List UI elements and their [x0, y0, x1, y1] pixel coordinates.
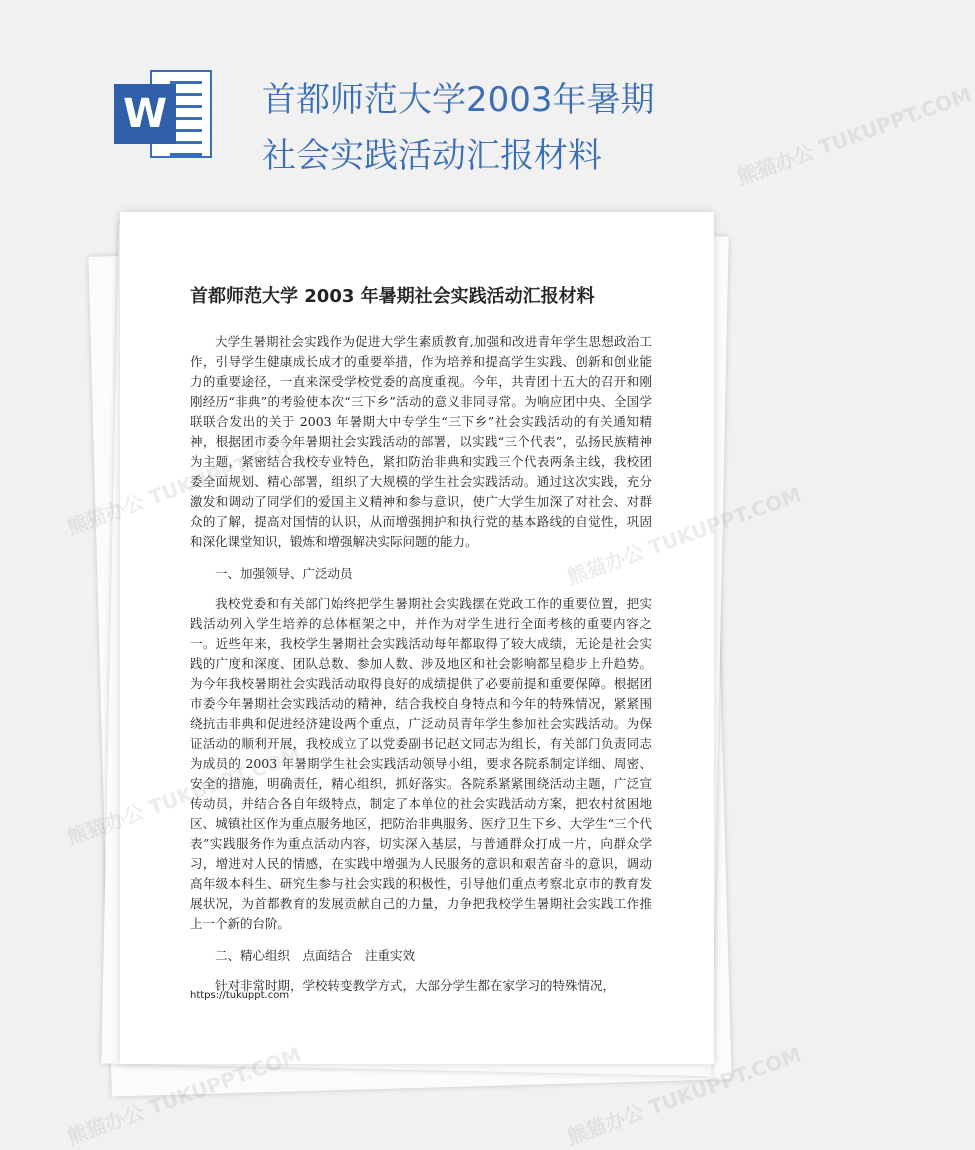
word-badge: W — [114, 84, 176, 144]
document-page — [120, 212, 714, 1064]
word-document-icon — [112, 66, 216, 162]
section-heading-2: 二、精心组织 点面结合 注重实效 — [215, 948, 416, 963]
watermark: 熊猫办公 TUKUPPT.COM — [733, 82, 975, 190]
paragraph-intro: 大学生暑期社会实践作为促进大学生素质教育,加强和改进青年学生思想政治工作，引导学生健康成长成才的重要举措，作为培养和提高学生实践、创新和创业能力的重要途径，一直来深受学校党委的高度重视。今年，共青团十五大的召开和刚刚经历“非典”的考验使本次“三下乡”活动的意义非同寻常。为响应团中央、全国学联联合发出的关于 2003 年暑期大中专学生“三下乡”社会实践活动的有关通知精神，根据团市委今年暑期社会实践活动的部署，以实践“三个代表”，弘扬民族精神为主题，紧密结合我校专业特色，紧扣防治非典和实践三个代表两条主线，我校团委全面规划、精心部署，组织了大规模的学生社会实践活动。通过这次实践，充分激发和调动了同学们的爱国主义精神和参与意识，使广大学生加深了对社会、对群众的了解，提高对国情的认识，从而增强拥护和执行党的基本路线的自觉性，巩固和深化课堂知识，锻炼和增强解决实际问题的能力。 — [190, 334, 652, 549]
source-url: https://tukuppt.com — [190, 990, 290, 1001]
section-heading-1: 一、加强领导、广泛动员 — [215, 566, 353, 581]
page-title — [262, 72, 782, 184]
page-title-line1: 首都师范大学2003年暑期 — [262, 80, 655, 120]
watermark: TUKUPPT.COM — [645, 482, 805, 560]
document-title: 首都师范大学 2003 年暑期社会实践活动汇报材料 — [190, 286, 595, 307]
watermark: 熊猫办公 TUKUPPT.COM — [563, 1042, 805, 1150]
paragraph-section-1: 我校党委和有关部门始终把学生暑期社会实践摆在党政工作的重要位置，把实践活动列入学生培养的总体框架之中，并作为对学生进行全面考核的重要内容之一。近些年来，我校学生暑期社会实践活动每年都取得了较大成绩，无论是社会实践的广度和深度、团队总数、参加人数、涉及地区和社会影响都呈稳步上升趋势。为今年我校暑期社会实践活动取得良好的成绩提供了必要前提和重要保障。根据团市委今年暑期社会实践活动的精神，结合我校自身特点和今年的特殊情况，紧紧围绕抗击非典和促进经济建设两个重点，广泛动员青年学生参加社会实践活动。为保证活动的顺利开展，我校成立了以党委副书记赵文同志为组长，有关部门负责同志为成员的 2003 年暑期学生社会实践活动领导小组，要求各院系制定详细、周密、安全的措施，明确责任，精心组织，抓好落实。各院系紧紧围绕活动主题，广泛宣传动员，并结合各自年级特点，制定了本单位的社会实践活动方案，把农村贫困地区、城镇社区作为重点服务地区，把防治非典服务、医疗卫生下乡、大学生“三个代表”实践服务作为重点活动内容，切实深入基层，与普通群众打成一片，向群众学习，增进对人民的情感，在实践中增强为人民服务的意识和艰苦奋斗的意识，调动高年级本科生、研究生参与社会实践的积极性，引导他们重点考察北京市的教育发展状况，为首都教育的发展贡献自己的力量，力争把我校学生暑期社会实践工作推上一个新的台阶。 — [190, 596, 652, 931]
watermark: 熊猫办公 TUKUPPT.COM — [63, 1042, 305, 1150]
header — [0, 0, 800, 200]
document-body — [190, 332, 652, 996]
page-title-line2: 社会实践活动汇报材料 — [262, 136, 602, 176]
paragraph-section-2: 针对非常时期，学校转变教学方式，大部分学生都在家学习的特殊情况， — [215, 978, 616, 993]
